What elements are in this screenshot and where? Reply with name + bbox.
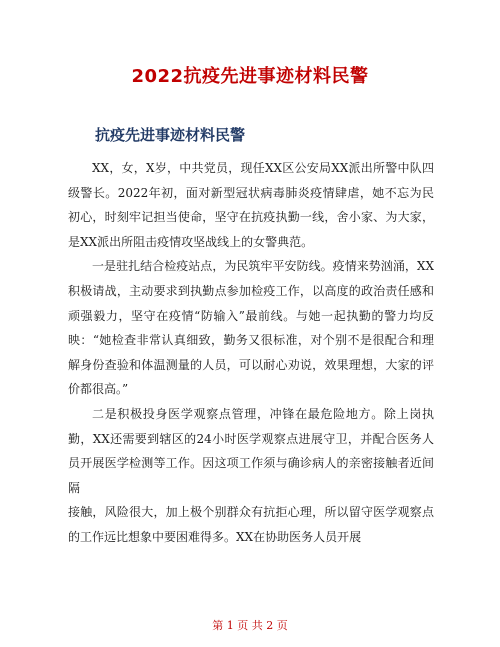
paragraph-intro: XX，女，X岁，中共党员，现任XX区公安局XX派出所警中队四级警长。2022年初，面对新型冠状病毒肺炎疫情肆虐，她不忘为民初心，时刻牢记担当使命，坚守在抗疫执勤一线，舍小家、为大家，是XX派出所阻击疫情攻坚战线上的女警典范。 xyxy=(68,161,434,249)
paragraph-continuation: 接触，风险很大，加上极个别群众有抗拒心理，所以留守医学观察点的工作远比想象中要困难得多。XX在协助医务人员开展 xyxy=(68,505,434,544)
document-title: 2022抗疫先进事迹材料民警 xyxy=(131,66,369,87)
paragraph-point-one: 一是驻扎结合检疫站点，为民筑牢平安防线。疫情来势汹涌，XX积极请战，主动要求到执勤点参加检疫工作，以高度的政治责任感和顽强毅力，坚守在疫情“防输入”最前线。与她一起执勤的警力均反映：“她检查非常认真细致，勤务又很标准，对个别不是很配合和理解身份查验和体温测量的人员，可以耐心劝说，效果理想，大家的评价都很高。” xyxy=(68,259,434,397)
document-subtitle: 抗疫先进事迹材料民警 xyxy=(95,126,246,144)
paragraph-point-two: 二是积极投身医学观察点管理，冲锋在最危险地方。除上岗执勤，XX还需要到辖区的24小时医学观察点进展守卫，并配合医务人员开展医学检测等工作。因这项工作须与确诊病人的亲密接触者近间隔 xyxy=(68,406,434,495)
page-number-footer: 第 1 页 共 2 页 xyxy=(212,619,288,632)
document-body xyxy=(68,156,434,550)
